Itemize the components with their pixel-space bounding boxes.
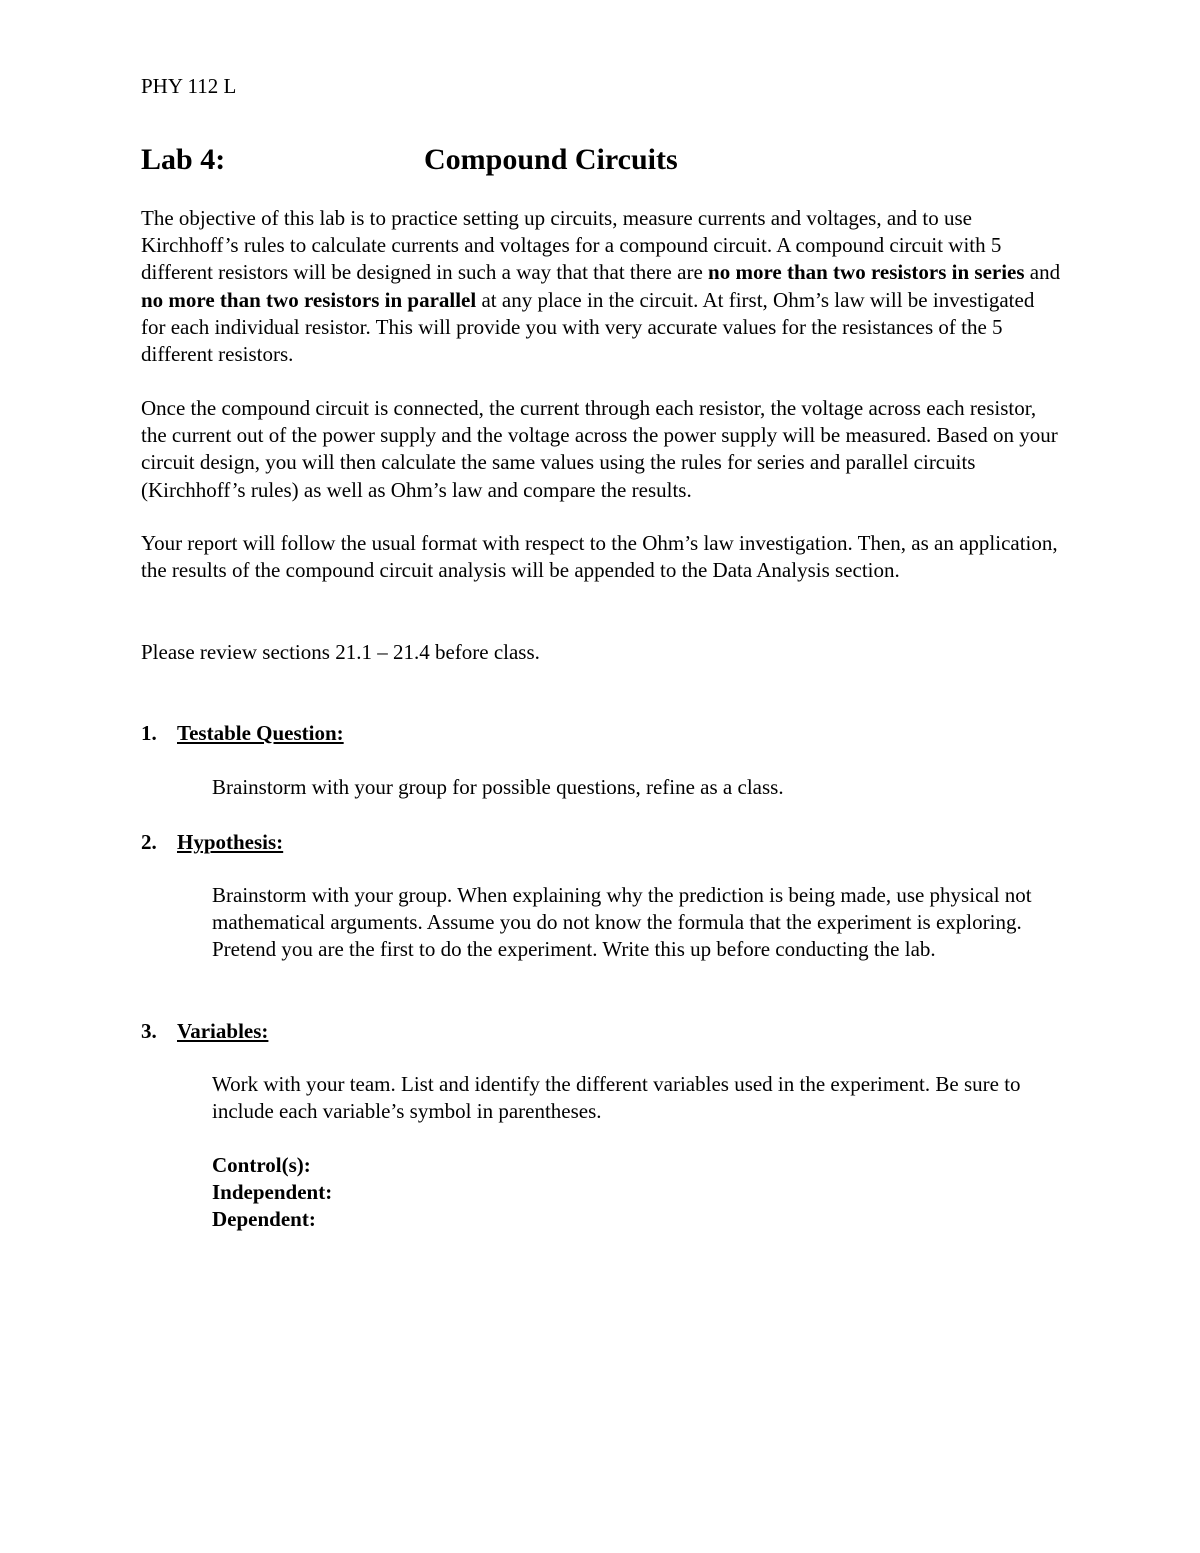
section-heading-hypothesis <box>141 828 283 856</box>
section-body-variables: Work with your team. List and identify the different variables used in the experiment. Be sure to include each variable’s symbol in parentheses. <box>212 1072 1021 1124</box>
section-body-testable-question: Brainstorm with your group for possible questions, refine as a class. <box>212 775 784 799</box>
section-label: Hypothesis: <box>177 830 284 854</box>
section-number: 1. <box>141 721 157 745</box>
intro-bold-series: no more than two resistors in series <box>708 260 1025 285</box>
variable-dependent-label: Dependent: <box>212 1207 316 1232</box>
intro-text-1: The objective of this lab is to practice setting up circuits, measure currents and voltages, and to use Kirchhoff’s rules to calculate currents and voltages for a compound circuit. A compound circuit with 5 different resistors will be designed in such a way that that there are <box>141 206 1002 285</box>
intro-paragraph-review: Please review sections 21.1 – 21.4 before class. <box>141 640 540 664</box>
section-number: 3. <box>141 1019 157 1043</box>
section-heading-variables <box>141 1017 268 1045</box>
lab-number: Lab 4: <box>141 143 226 176</box>
intro-bold-parallel: no more than two resistors in parallel <box>141 287 477 312</box>
intro-text-3: at any place in the circuit. At first, Ohm’s law will be investigated for each individual resistor. This will provide you with very accurate values for the resistances of the 5 different resistors. <box>141 287 1035 367</box>
section-label: Variables: <box>177 1019 269 1043</box>
variable-control-label: Control(s): <box>212 1153 311 1177</box>
section-number: 2. <box>141 830 157 854</box>
course-code: PHY 112 L <box>141 74 237 98</box>
intro-paragraph-report: Your report will follow the usual format with respect to the Ohm’s law investigation. Then, as an application, the results of the compound circuit analysis will be appended to the Data Analysis section. <box>141 531 1058 583</box>
intro-paragraph-objective <box>141 205 1061 368</box>
section-heading-testable-question <box>141 719 344 747</box>
intro-paragraph-procedure: Once the compound circuit is connected, the current through each resistor, the voltage across each resistor, the current out of the power supply and the voltage across the power supply will be measured. Based on your circuit design, you will then calculate the same values using the rules for series and parallel circuits (Kirchhoff’s rules) as well as Ohm’s law and compare the results. <box>141 396 1058 502</box>
section-label: Testable Question: <box>177 721 344 745</box>
variable-independent-label: Independent: <box>212 1180 333 1205</box>
intro-text-2: and <box>1024 260 1061 285</box>
section-body-hypothesis: Brainstorm with your group. When explaining why the prediction is being made, use physical not mathematical arguments. Assume you do not know the formula that the experiment is exploring. Pretend you are the first to do the experiment. Write this up before conducting the lab. <box>212 883 1032 962</box>
variables-list <box>212 1152 332 1234</box>
lab-title: Compound Circuits <box>424 143 678 176</box>
